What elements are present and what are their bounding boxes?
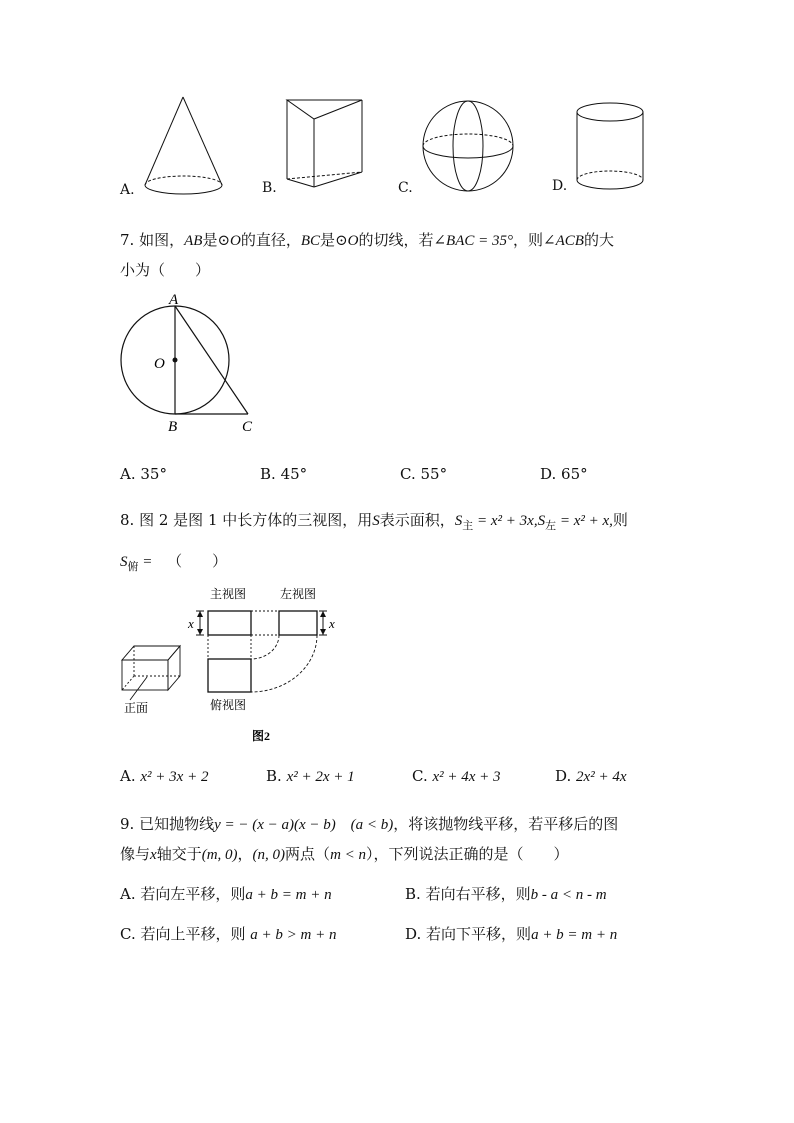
q8-option-d[interactable]: D. 2x² + 4x [555, 767, 627, 785]
cone-icon [140, 95, 230, 195]
triangular-prism-icon [282, 97, 367, 192]
q9-option-b[interactable]: B. 若向右平移，则b - a < n - m [405, 885, 607, 903]
q7-label-a: A [169, 292, 179, 308]
q7-stem-line2: 小为（ ） [120, 261, 211, 279]
q6-option-a-label: A. [120, 182, 135, 198]
q7-option-a[interactable]: A. 35° [120, 465, 167, 483]
q8-front-view-label: 主视图 [210, 587, 247, 601]
q6-option-c-label: C. [398, 180, 413, 196]
q8-option-b[interactable]: B. x² + 2x + 1 [266, 767, 355, 785]
q9-option-d[interactable]: D. 若向下平移，则a + b = m + n [405, 925, 618, 943]
q8-stem-line2: $S_俯$ = （ ） [120, 552, 228, 573]
q8-left-view-label: 左视图 [280, 587, 317, 601]
q9-stem-line1: 9. 已知抛物线y = − (x − a)(x − b) (a < b)，将该抛物线平移，若平移后的图 [120, 815, 619, 833]
q7-option-d[interactable]: D. 65° [540, 465, 588, 483]
q8-figure [112, 582, 352, 747]
q8-option-a[interactable]: A. x² + 3x + 2 [120, 767, 209, 785]
q6-option-d-label: D. [552, 178, 568, 194]
q7-label-c: C [242, 419, 253, 435]
q9-option-a[interactable]: A. 若向左平移，则a + b = m + n [120, 885, 332, 903]
q8-stem-line1: 8. 图 2 是图 1 中长方体的三视图，用S表示面积，$S_主 = x^2 + 3x,S_左 = x^2 + x$,则 [120, 511, 628, 532]
q7-option-c[interactable]: C. 55° [400, 465, 448, 483]
q8-top-view-label: 俯视图 [210, 698, 247, 712]
cylinder-icon [573, 100, 648, 195]
q8-front-face-label: 正面 [124, 701, 149, 715]
q9-option-c[interactable]: C. 若向上平移，则 a + b > m + n [120, 925, 337, 943]
q8-option-c[interactable]: C. x² + 4x + 3 [412, 767, 501, 785]
q7-number: 7. [120, 231, 135, 249]
cuboid-icon [122, 646, 180, 700]
q7-label-b: B [168, 419, 178, 435]
q9-stem-line2: 像与x轴交于(m, 0)，(n, 0)两点（m < n），下列说法正确的是（ ） [120, 845, 569, 863]
q9-number: 9. [120, 815, 135, 833]
q7-figure [110, 288, 270, 436]
q7-stem-line1: 7. 如图，AB是⊙O的直径，BC是⊙O的切线，若∠BAC = 35°，则∠ACB的大 [120, 231, 614, 249]
q8-x-label-right: x [329, 616, 335, 631]
sphere-icon [418, 98, 518, 194]
q8-figure-caption: 图2 [252, 729, 271, 743]
q7-option-b[interactable]: B. 45° [260, 465, 308, 483]
q8-x-label-left: x [188, 616, 194, 631]
q6-option-b-label: B. [262, 180, 277, 196]
q8-number: 8. [120, 511, 135, 529]
q7-label-o: O [154, 356, 165, 372]
